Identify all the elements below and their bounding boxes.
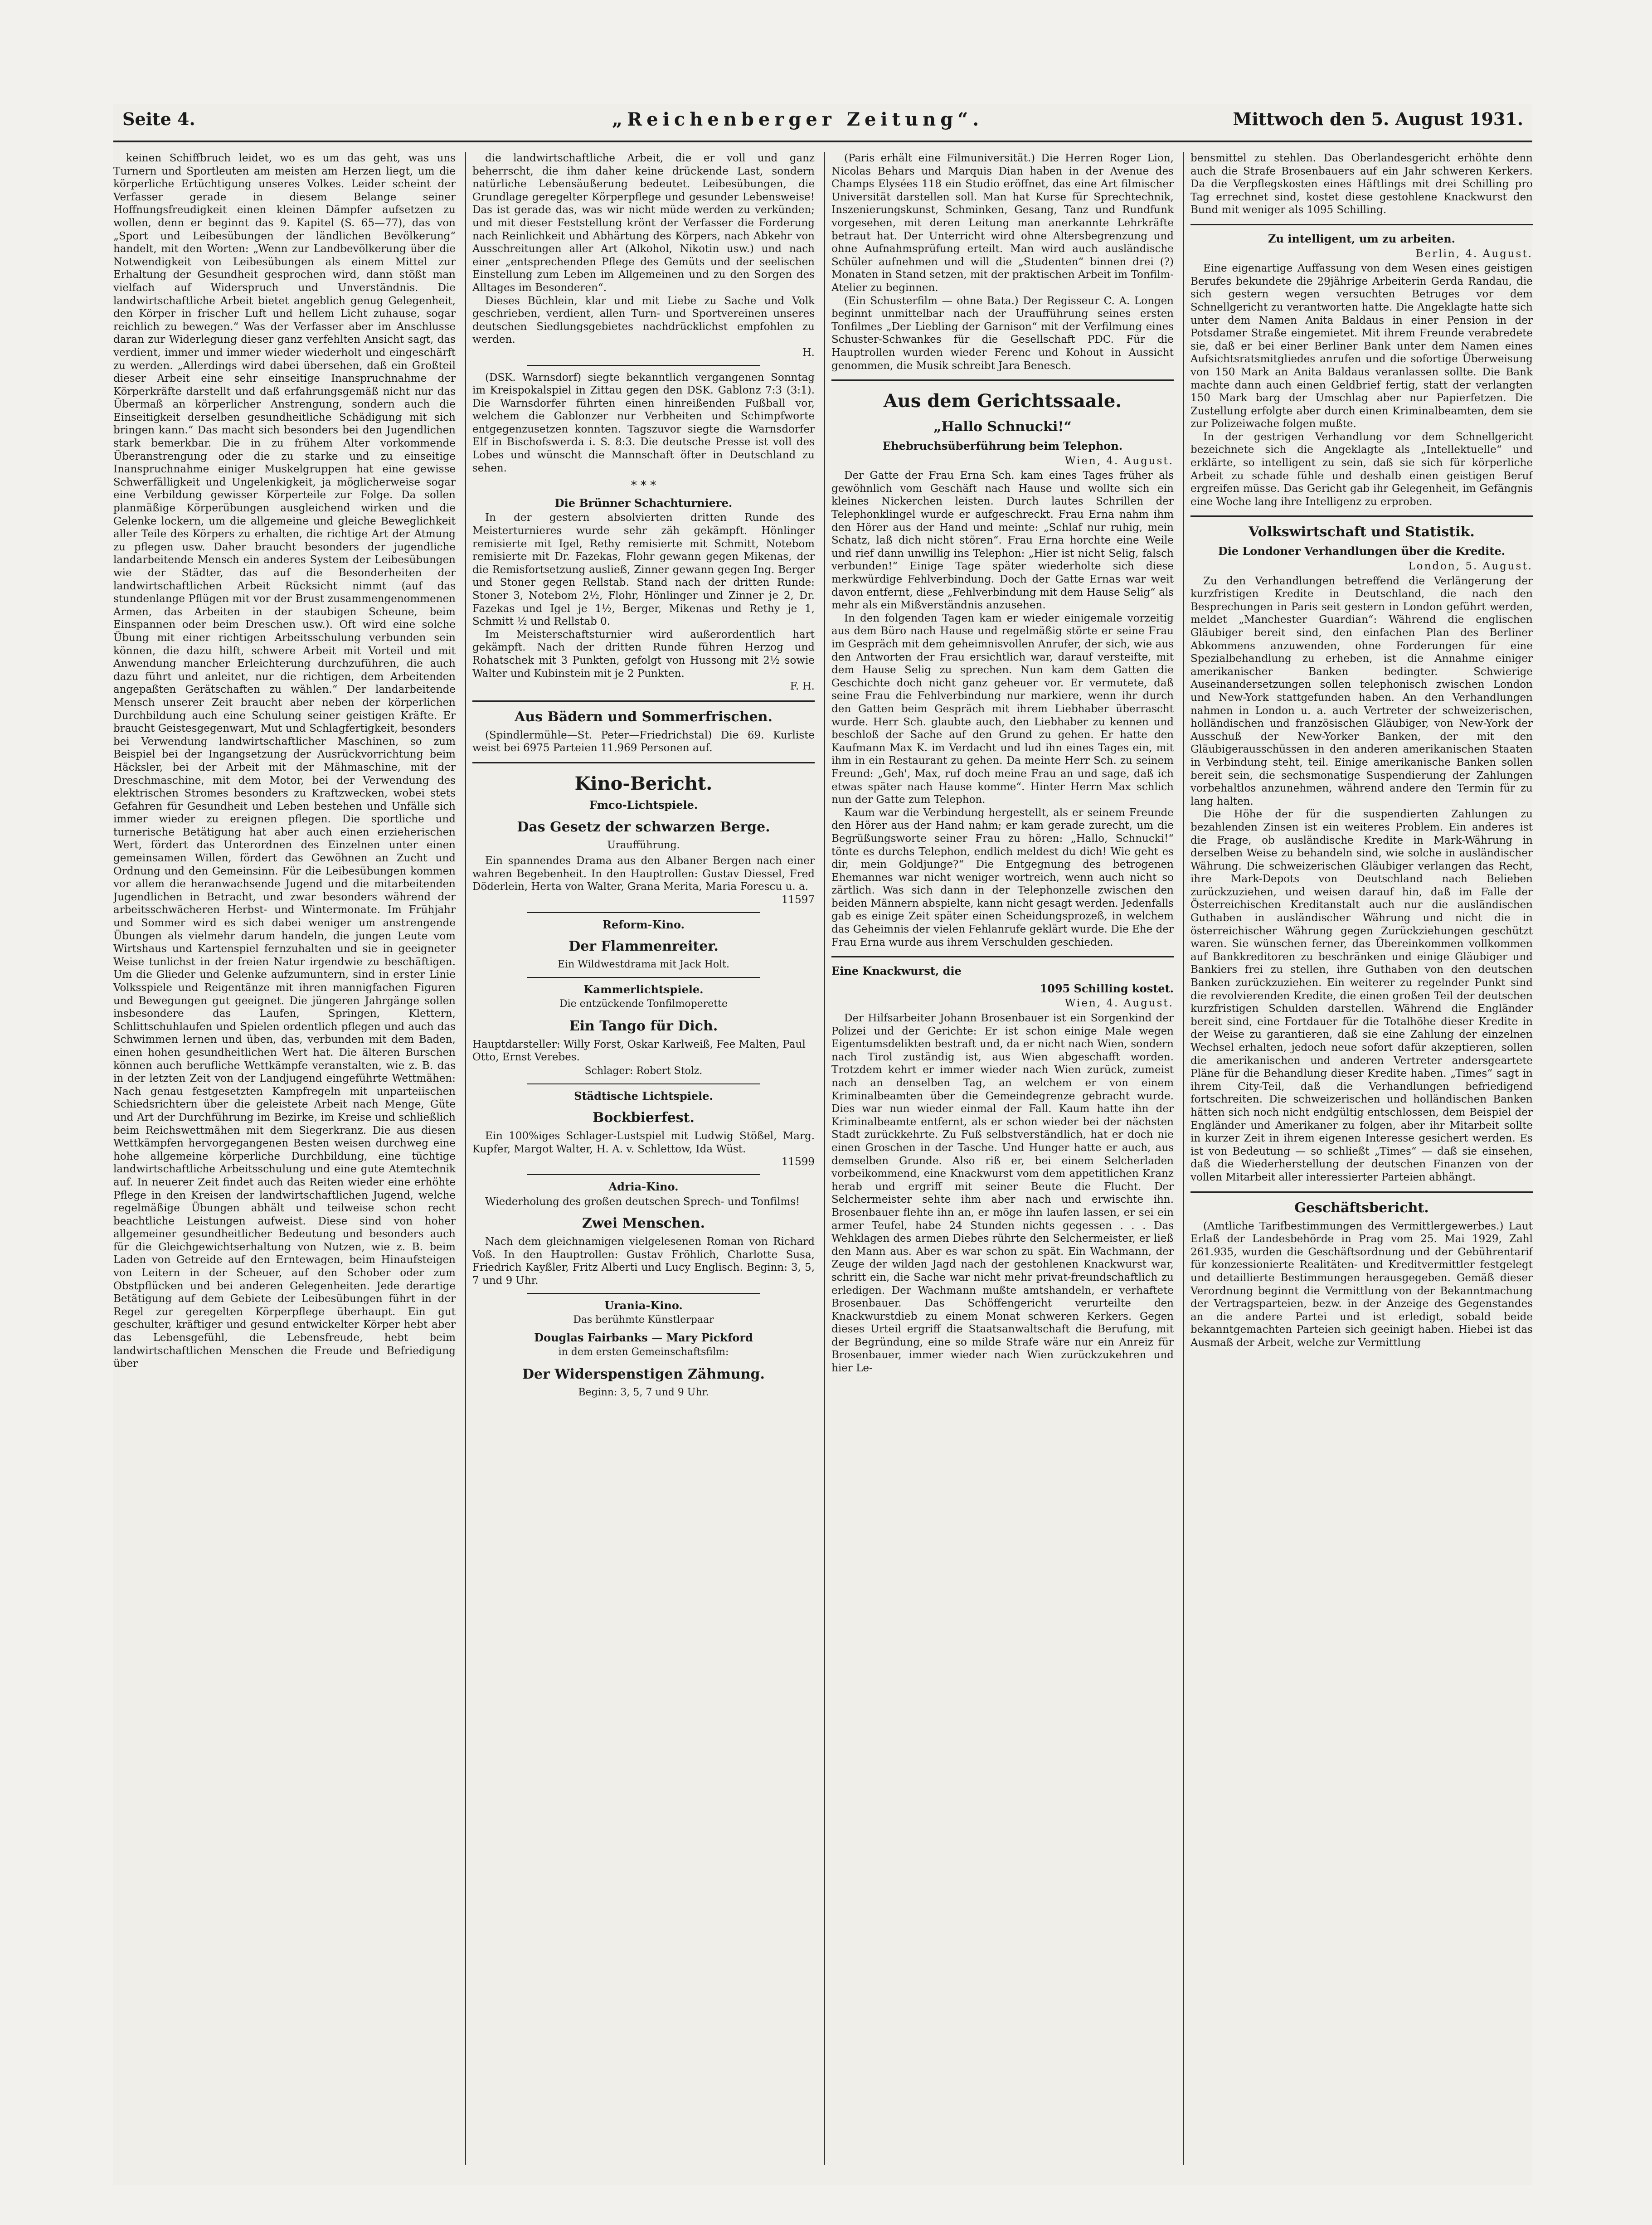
- film-title: Der Flammenreiter.: [568, 938, 719, 955]
- header-rule: [113, 141, 1532, 142]
- book-review-body: die landwirtschaftliche Arbeit, die er voll und ganz beherrscht, die ihm daher keine drückende Last, sondern natürliche Lebensäußerung bedeutet. Leibesübungen, die Grundlage geregelter Körperpflege und gesunder Lebensweise! Das ist gerade das, was wir nicht müde werden zu verkünden; und mit dieser Feststellung krönt der Verfasser die Forderung nach Reinlichkeit und Abhärtung des Körpers, nach Abkehr von Ausschreitungen aller Art (Alkohol, Nikotin usw.) und nach einer „entsprechenden Pflege des Gemüts und der seelischen Einstellung zum Leben im Allgemeinen und zu den Sorgen des Alltages im Besonderen“.: [472, 152, 815, 294]
- film-description: Wiederholung des großen deutschen Sprech- und Tonfilms!: [485, 1195, 800, 1208]
- chess-heading: Die Brünner Schachturniere.: [554, 496, 733, 510]
- article-subheadline: Ehebruchsüberführung beim Telephon.: [882, 439, 1123, 453]
- cinema-name: Reform-Kino.: [602, 918, 685, 931]
- column-divider: [465, 152, 466, 2165]
- cinema-name: Fmco-Lichtspiele.: [589, 798, 698, 811]
- chess-body: In der gestern absolvierten dritten Runde des Meisterturnieres wurde sehr zäh gekämpft. Hönlinger remisierte mit Igel, Rethy remisierte mit Schmitt, Notebom remisierte mit Dr. Fazekas, Flohr gewann gegen Mikenas, der die Remisfortsetzung ausließ, Zinner gewann gegen Ing. Berger und Stoner gegen Rellstab. Stand nach der dritten Runde: Stoner 3, Notebom 2½, Flohr, Hönlinger und Zinner je 2, Dr. Fazekas und Igel je 1½, Berger, Mikenas und Rethy je 1, Schmitt ½ und Rellstab 0.: [472, 512, 815, 628]
- film-description: Nach dem gleichnamigen vielgelesenen Roman von Richard Voß. In den Hauptrollen: Gustav Fröhlich, Charlotte Susa, Friedrich Kayßler, Fritz Alberti und Lucy Englisch. Beginn: 3, 5, 7 und 9 Uhr.: [472, 1236, 815, 1287]
- article-body: In der gestrigen Verhandlung vor dem Schnellgericht bezeichnete sich die Angeklagte als „Intellektuelle“ und erklärte, so intelligent zu sein, daß sie sich für körperliche Arbeit zu schade fühle und deshalb einen geistigen Beruf ergreifen müsse. Das Gericht gab ihr Gelegenheit, im Gefängnis eine Woche lang ihre Intelligenz zu erproben.: [1190, 431, 1533, 508]
- article-body: (Amtliche Tarifbestimmungen des Vermittlergewerbes.) Laut Erlaß der Landesbehörde in Prag vom 25. Mai 1929, Zahl 261.935, wurden die Geschäftsordnung und der Gebührentarif für konzessionierte Realitäten- und Kreditvermittler festgelegt und detaillierte Bestimmungen herausgegeben. Gemäß dieser Verordnung beginnt die Vermittlung von der Bekanntmachung der Vertragsparteien, bezw. in der Anzeige des Gegenstandes an die andere Partei und ist erledigt, sobald beide bekanntgemachten Parteien sich geeinigt haben. Hiebei ist das Ausmaß der Arbeit, welche zur Vermittlung: [1190, 1220, 1533, 1349]
- cinema-name: Urania-Kino.: [604, 1298, 683, 1312]
- film-news: (Ein Schusterfilm — ohne Bata.) Der Regisseur C. A. Longen beginnt unmittelbar nach der Uraufführung seines ersten Tonfilmes „Der Liebling der Garnison“ mit der Verfilmung eines Schuster-Schwankes für die Gesellschaft PDC. Für die Hauptrollen wurden wieder Ferenc und Kohout in Aussicht genommen, die Musik schreibt Jara Benesch.: [831, 295, 1174, 372]
- film-stars: Douglas Fairbanks — Mary Pickford: [534, 1331, 753, 1344]
- film-note: Schlager: Robert Stolz.: [584, 1065, 703, 1077]
- film-title: Bockbierfest.: [593, 1110, 695, 1126]
- divider: [1190, 224, 1533, 225]
- film-note: Das berühmte Künstlerpaar: [573, 1314, 714, 1326]
- article-body: Der Hilfsarbeiter Johann Brosenbauer ist ein Sorgenkind der Polizei und der Gerichte: Er ist schon einige Male wegen Eigentumsdelikten bestraft und, da er nicht nach Wien, sondern nach Tirol zuständig ist, aus Wien abgeschafft worden. Trotzdem kehrt er immer wieder nach Wien zurück, zumeist nach an denselben Tag, an welchem er von einem Kriminalbeamten über die Gemeindegrenze gebracht wurde. Dies war nun wieder einmal der Fall. Kaum hatte ihn der Kriminalbeamte entfernt, als er schon wieder bei der nächsten Stadt zurückkehrte. Zu Fuß selbstverständlich, hat er doch nie einen Groschen in der Tasche. Und Hunger hatte er auch, aus demselben Grunde. Also riß er, bei einem Selcherladen vorbeikommend, eine Knackwurst vom dem appetitlichen Kranz herab und ergriff mit seiner Beute die Flucht. Der Selchermeister sehte ihm aber nach und erwischte ihn. Brosenbauer flehte ihn an, er möge ihn laufen lassen, er sei ein armer Teufel, habe 24 Stunden nichts gegessen . . . Das Wehklagen des armen Diebes rührte den Selchermeister, er ließ den Mann aus. Aber es war schon zu spät. Ein Wachmann, der Zeuge der wilden Jagd nach der gestohlenen Knackwurst war, schritt ein, die Sache war nicht mehr privat-freundschaftlich zu erledigen. Der Wachmann mußte amtshandeln, er verhaftete Brosenbauer. Das Schöffengericht verurteilte den Knackwurstdieb zu einem Monat schweren Kerkers. Gegen dieses Urteil ergriff die Staatsanwaltschaft die Berufung, mit der Begründung, eine so milde Strafe wäre nur ein Anreiz für Brosenbauer, immer wieder nach Wien zurückzukehren und hier Le-: [831, 1012, 1174, 1375]
- section-heading: Aus dem Gerichtssaale.: [883, 390, 1122, 412]
- chess-body: Im Meisterschaftsturnier wird außerordentlich hart gekämpft. Nach der dritten Runde führen Herzog und Rohatschek mit 3 Punkten, gefolgt von Hussong mit 2½ sowie Walter und Kubinstein mit je 2 Punkten.: [472, 628, 815, 680]
- author-signature: H.: [802, 346, 815, 359]
- divider: [472, 762, 815, 763]
- divider: [527, 365, 760, 366]
- column-2: [472, 152, 815, 2165]
- section-heading: Volkswirtschaft und Statistik.: [1249, 524, 1475, 540]
- author-signature: F. H.: [790, 680, 815, 693]
- dateline: London, 5. August.: [1408, 560, 1533, 573]
- article-headline: Zu intelligent, um zu arbeiten.: [1268, 232, 1456, 245]
- ad-number: 11599: [781, 1156, 815, 1168]
- divider: [831, 379, 1174, 381]
- cinema-name: Städtische Lichtspiele.: [574, 1089, 713, 1103]
- article-body: keinen Schiffbruch leidet, wo es um das geht, was uns Turnern und Sportleuten am meisten am Herzen liegt, um die körperliche Ertüchtigung unseres Volkes. Leider scheint der Verfasser gerade in diesem Belange seiner Hoffnungsfreudigkeit einen kleinen Dämpfer aufsetzen zu wollen, denn er beginnt das 9. Kapitel (S. 65—77), das von „Sport und Leibesübungen der ländlichen Bevölkerung“ handelt, mit den Worten: „Wenn zur Landbevölkerung über die Notwendigkeit von Leibesübungen als einem Mittel zur Erhaltung der Gesundheit gesprochen wird, dann stößt man vielfach auf Widerspruch und Unverständnis. Die landwirtschaftliche Arbeit bietet angeblich genug Gelegenheit, den Körper in frischer Luft und hellem Licht zuhause, sogar reichlich zu bewegen.“ Was der Verfasser aber im Anschlusse daran zur Widerlegung dieser ganz verfehlten Ansicht sagt, das verdient, immer und immer wieder wiederholt und eingeschärft zu werden. „Allerdings wird dabei übersehen, daß ein Großteil dieser Arbeit eine sehr einseitige Inanspruchnahme der Körperkräfte darstellt und daß erfahrungsgemäß nicht nur das Übermaß an körperlicher Anstrengung, sondern auch die Einseitigkeit derselben gesundheitliche Schädigung mit sich bringen kann.“ Das macht sich besonders bei den Jugendlichen stark bemerkbar. Die in zu frühem Alter vorkommende Überanstrengung oder die zu starke und zu einseitige Inanspruchnahme einiger Muskelgruppen hat eine gewisse Schwerfälligkeit und Ungelenkigkeit, ja möglicherweise sogar eine Verbildung gewisser Körperteile zur Folge. Da sollen planmäßige Körperübungen ausgleichend wirken und die Gelenke lockern, um die allgemeine und gleiche Beweglichkeit aller Teile des Körpers zu erhalten, die richtige Art der Atmung zu pflegen usw. Daher braucht besonders der jugendliche landarbeitende Mensch ein anderes System der Leibesübungen wie der Städter, das auf die Besonderheiten der landwirtschaftlichen Arbeit Rücksicht nimmt (auf das stundenlange Pflügen mit vor der Brust zusammengenommenen Armen, das Arbeiten in der staubigen Scheune, beim Einspannen oder beim Dreschen usw.). Oft wird eine solche Übung mit einer richtigen Arbeitsschulung verbunden sein können, die dazu hilft, schwere Arbeit mit Vorteil und mit Anwendung mancher Erleichterung durchzuführen, die auch dazu führt und anleitet, nur die richtigen, dem Arbeitenden angepaßten Gerätschaften zu wählen.“ Der landarbeitende Mensch unserer Zeit braucht aber neben der körperlichen Durchbildung auch eine Schulung seiner geistigen Kräfte. Er braucht Geistesgegenwart, Mut und Schlagfertigkeit, besonders bei Verwendung landwirtschaftlicher Maschinen, so zum Beispiel bei der Ingangsetzung der Ausrückvorrichtung beim Häcksler, bei der Arbeit mit der Mähmaschine, mit der Dreschmaschine, mit dem Motor, bei der Verwendung des elektrischen Stromes besonders zu Kraftzwecken, wobei stets Gefahren für Gesundheit und Leben bestehen und Unfälle sich immer wieder zu ereignen pflegen. Die sportliche und turnerische Betätigung hat aber auch einen erzieherischen Wert, fördert das Unterordnen des Einzelnen unter einen gemeinsamen Willen, fördert das Gewöhnen an Zucht und Ordnung und den Gemeinsinn. Für die Leibesübungen kommen vor allem die heranwachsende Jugend und die mitarbeitenden Jugendlichen in Betracht, und zwar besonders während der arbeitsschwächeren Herbst- und Wintermonate. Im Frühjahr und Sommer wird es sich dabei weniger um anstrengende Übungen als vielmehr darum handeln, die jungen Leute vom Wirtshaus und Kartenspiel fernzuhalten und sie in geeigneter Weise tunlichst in der freien Natur irgendwie zu beschäftigen. Um die Glieder und Gelenke aufzumuntern, sind in erster Linie Volksspiele und Reigentänze mit ihren mannigfachen Figuren und Bewegungen gut geeignet. Die jüngeren Jahrgänge sollen insbesondere das Laufen, Springen, Klettern, Schlittschuhlaufen und Spielen ordentlich pflegen und auch das Schwimmen lernen und üben, das, verbunden mit dem Baden, einen hohen gesundheitlichen Wert hat. Die älteren Burschen können auch berufliche Wettkämpfe veranstalten, wie z. B. das in der letzten Zeit von der Landjugend eingeführte Wettmähen: Nach genau festgesetzten Kampfregeln mit unparteiischen Schiedsrichtern über die geleistete Arbeit nach Menge, Güte und Art der Durchführung im Bezirke, im Kreise und schließlich beim Reichswettmähen mit dem Siegerkranz. Die aus diesen Wettkämpfen hervorgegangenen Besten weisen durchweg eine hohe allgemeine körperliche Durchbildung, eine tüchtige landwirtschaftliche Arbeitsschulung und eine gute Atemtechnik auf. In neuerer Zeit findet auch das Reiten wieder eine erhöhte Pflege in den Kreisen der landwirtschaftlichen Jugend, welche regelmäßige Übungen abhält und teilweise schon recht beachtliche Leistungen aufweist. Diese sind von hoher allgemeiner gesundheitlicher Bedeutung und besonders auch für die Gleichgewichtserhaltung von Nutzen, wie z. B. beim Laden von Getreide auf den Erntewagen, beim Hinaufsteigen von Leitern in der Scheuer, auf den Schober oder zum Obstpflücken und bei anderen Gelegenheiten. Jede derartige Betätigung auf dem Gebiete der Leibesübungen führt in der Regel zur geregelten Körperpflege überhaupt. Ein gut geschulter, kräftiger und gesund entwickelter Körper hebt aber das Lebensgefühl, die Lebensfreude, hebt beim landwirtschaftlichen Menschen die Freude und Befriedigung über: [113, 152, 456, 1370]
- film-title: Der Widerspenstigen Zähmung.: [522, 1366, 765, 1382]
- article-headline: „Hallo Schnucki!“: [933, 419, 1072, 435]
- article-body: Eine eigenartige Auffassung von dem Wesen eines geistigen Berufes bekundete die 29jährige Arbeiterin Gerda Randau, die sich gestern wegen versuchten Betruges vor dem Schnellgericht zu verantworten hatte. Die Angeklagte hatte sich unter dem Namen Anita Baldaus in einer Pension in der Potsdamer Straße eingemietet. Mit ihrem Freunde verabredete sie, daß er bei einer Berliner Bank unter dem Namen eines Aufsichtsratsmitgliedes anrufen und die sofortige Überweisung von 150 Mark an Anita Baldaus veranlassen sollte. Die Bank machte dann auch einen Geldbrief fertig, statt der verlangten 150 Mark barg der Umschlag aber nur Papierfetzen. Die Zustellung erfolgte aber durch einen Kriminalbeamten, dem sie zur Polizeiwache folgen mußte.: [1190, 262, 1533, 430]
- section-heading: Kino-Bericht.: [574, 772, 713, 794]
- divider: [1190, 1191, 1533, 1193]
- show-times: Beginn: 3, 5, 7 und 9 Uhr.: [578, 1386, 709, 1398]
- article-headline: Eine Knackwurst, die: [831, 964, 962, 978]
- divider: [527, 1083, 760, 1084]
- film-description: Ein 100%iges Schlager-Lustspiel mit Ludwig Stößel, Marg. Kupfer, Margot Walter, H. A. v. Schlettow, Ida Wüst.: [472, 1130, 815, 1155]
- dateline: Wien, 4. August.: [1064, 997, 1174, 1010]
- section-separator: * * *: [631, 479, 656, 493]
- article-headline: 1095 Schilling kostet.: [1040, 981, 1174, 995]
- book-review-body: Dieses Büchlein, klar und mit Liebe zu Sache und Volk geschrieben, verdient, allen Turn- und Sportvereinen unseres deutschen Siedlungsgebietes nachdrücklichst empfohlen zu werden.: [472, 295, 815, 346]
- film-news: (Paris erhält eine Filmuniversität.) Die Herren Roger Lion, Nicolas Behars und Marquis Dian haben in der Avenue des Champs Elysées 118 ein Studio eröffnet, das eine Art filmischer Universität darstellen soll. Man hat Kurse für Sprechtechnik, Inszenierungskunst, Schminken, Gesang, Tanz und Rundfunk vorgesehen, mit deren Leitung man anerkannte Lehrkräfte betraut hat. Der Unterricht wird ohne Altersbegrenzung und ohne Aufnahmsprüfung erteilt. Man wird auch ausländische Schüler aufnehmen und will die „Studenten“ binnen drei (?) Monaten in Stand setzen, mit der praktischen Arbeit im Tonfilm-Atelier zu beginnen.: [831, 152, 1174, 294]
- film-description: Hauptdarsteller: Willy Forst, Oskar Karlweiß, Fee Malten, Paul Otto, Ernst Verebes.: [472, 1038, 806, 1064]
- film-description: Ein spannendes Drama aus den Albaner Bergen nach einer wahren Begebenheit. In den Hauptrollen: Gustav Diessel, Fred Döderlein, Herta von Walter, Grana Merita, Maria Forescu u. a.: [472, 855, 815, 893]
- page-header: [113, 109, 1532, 136]
- film-note: Die entzückende Tonfilmoperette: [559, 998, 728, 1010]
- dateline: Berlin, 4. August.: [1415, 248, 1533, 260]
- film-title: Zwei Menschen.: [582, 1215, 705, 1232]
- dateline: Wien, 4. August.: [1064, 455, 1174, 467]
- column-divider: [824, 152, 825, 2165]
- article-body: Die Höhe der für die suspendierten Zahlungen zu bezahlenden Zinsen ist ein weiteres Problem. Ein anderes ist die Frage, ob ausländische Kredite in Mark-Währung in derselben Weise zu behandeln sind, wie solche in ausländischer Währung. Die schweizerischen Gläubiger verlangen das Recht, ihre Mark-Depots von Deutschland nach Belieben zurückzuziehen, und weisen darauf hin, daß im Falle der Österreichischen Kreditanstalt auch nur die ausländischen Guthaben in ausländischer Währung und nicht die in österreichischer Währung gegen Zurückziehungen geschützt waren. Sie wünschen ferner, das Übereinkommen vollkommen auf Bankkreditoren zu beschränken und einige Gläubiger und Bankiers frei zu stellen, ihre Guthaben von den deutschen Banken zurückzuziehen. Ein weiterer zu regelnder Punkt sind die revolvierenden Kredite, die einen großen Teil der deutschen kurzfristigen Schulden darstellen. Während die Engländer bereit sind, eine Fortdauer für die Totalhöhe dieser Kredite in der Weise zu garantieren, daß sie eine Zahlung der einzelnen Wechsel erhalten, jedoch neue sofort dafür akzeptieren, sollen die amerikanischen und anderen Vertreter andersgeartete Pläne für die Behandlung dieser Kredite haben. „Times“ sagt in ihrem City-Teil, daß die Verhandlungen befriedigend fortschreiten. Die schweizerischen und holländischen Banken hätten sich noch nicht endgültig entschlossen, dem Beispiel der Engländer und Amerikaner zu folgen, aber ihr Mitarbeit sollte in kurzer Zeit in ihrem eigenen Interesse gesichert werden. Es ist von Bedeutung — so schließt „Times“ — daß sie einsehen, daß die Wiederherstellung der deutschen Finanzen von der vollen Mitarbeit aller interessierter Parteien abhängt.: [1190, 808, 1533, 1183]
- newspaper-page: [113, 104, 1532, 2185]
- article-body: Der Gatte der Frau Erna Sch. kam eines Tages früher als gewöhnlich vom Geschäft nach Hause und wollte sich ein kleines Nickerchen leisten. Durch lautes Schrillen der Telephonklingel wurde er aufgeschreckt. Frau Erna nahm ihm den Hörer aus der Hand und meinte: „Schlaf nur ruhig, mein Schatz, laß dich nicht stören“. Frau Erna horchte eine Weile und rief dann unwillig ins Telephon: „Hier ist nicht Selig, falsch verbunden!“ Einige Tage später wiederholte sich diese merkwürdige Fehlverbindung. Doch der Gatte Ernas war weit davon entfernt, diese „Fehlverbindung mit dem Hause Selig“ als mehr als ein Mißverständnis anzusehen.: [831, 470, 1174, 612]
- sport-news: (DSK. Warnsdorf) siegte bekanntlich vergangenen Sonntag im Kreispokalspiel in Zittau gegen den DSK. Gablonz 7:3 (3:1). Die Warnsdorfer führten einen hinreißenden Fußball vor, welchem die Gablonzer nur Verbheiten und Schimpfworte entgegenzusetzen konnten. Tagszuvor siegte die Warnsdorfer Elf in Bischofswerda i. S. 8:3. Die deutsche Presse ist voll des Lobes und wünscht die Mannschaft öfter in Deutschland zu sehen.: [472, 371, 815, 474]
- divider: [1190, 515, 1533, 517]
- divider: [527, 1293, 760, 1294]
- column-3: [831, 152, 1174, 2165]
- cinema-name: Adria-Kino.: [608, 1180, 679, 1194]
- section-heading: Geschäftsbericht.: [1294, 1200, 1429, 1216]
- article-body: bensmittel zu stehlen. Das Oberlandesgericht erhöhte denn auch die Strafe Brosenbauers auf ein Jahr schweren Kerkers. Da die Verpflegskosten eines Häftlings mit drei Schilling pro Tag errechnet sind, kostet diese gestohlene Knackwurst den Bund mit weniger als 1095 Schilling.: [1190, 152, 1533, 216]
- divider: [527, 977, 760, 978]
- issue-date: Mittwoch den 5. August 1931.: [1233, 109, 1523, 129]
- divider: [527, 912, 760, 913]
- divider: [527, 1174, 760, 1175]
- section-heading: Aus Bädern und Sommerfrischen.: [515, 709, 773, 725]
- article-body: Kaum war die Verbindung hergestellt, als er seinem Freunde den Hörer aus der Hand nahm; er kam gerade zurecht, um die Begrüßungsworte seiner Frau zu hören: „Hallo, Schnucki!“ tönte es durchs Telephon, endlich meldest du dich! Wie geht es dir, mein Goldjunge?“ Die Entgegnung des betrogenen Ehemannes war nicht weniger wortreich, wenn auch nicht so zärtlich. Was sich dann in der Telephonzelle zwischen den beiden Männern abspielte, kann nicht gesagt werden. Jedenfalls gab es einige Zeit später einen Scheidungsprozeß, in welchem das Geheimnis der vielen Fehlanrufe geklärt wurde. Die Ehe der Frau Erna wurde aus ihrem Verschulden geschieden.: [831, 806, 1174, 948]
- column-4: [1190, 152, 1533, 2165]
- divider: [831, 956, 1174, 957]
- cinema-name: Kammerlichtspiele.: [583, 982, 704, 996]
- baths-news: (Spindlermühle—St. Peter—Friedrichstal) Die 69. Kurliste weist bei 6975 Parteien 11.969 Personen auf.: [472, 729, 815, 754]
- column-1: [113, 152, 456, 2165]
- newspaper-title: „Reichenberger Zeitung“.: [612, 109, 984, 130]
- divider: [472, 700, 815, 702]
- ad-number: 11597: [781, 894, 815, 906]
- article-body: Zu den Verhandlungen betreffend die Verlängerung der kurzfristigen Kredite in Deutschland, die nach den Besprechungen in Paris seit gestern in London geführt werden, meldet „Manchester Guardian“: Während die englischen Gläubiger bereit sind, den einfachen Plan des Berliner Abkommens anzuwenden, ohne Forderungen für eine Spezialbehandlung zu erheben, ist die Annahme einiger amerikanischer Banken bedingter. Schwierige Auseinandersetzungen sollen telephonisch zwischen London und New-York stattgefunden haben. An den Verhandlungen nahmen in London u. a. auch Vertreter der schweizerischen, holländischen und französischen Gläubiger, von New-York der Ausschuß der New-Yorker Banken, der mit den Gläubigerausschüssen in den anderen amerikanischen Staaten in Verbindung steht, teil. Einige amerikanische Banken sollen bereit sein, die sechsmonatige Suspendierung der Zahlungen vorbehaltlos anzunehmen, während andere den Termin für zu lang halten.: [1190, 575, 1533, 807]
- column-divider: [1183, 152, 1184, 2165]
- film-description: Ein Wildwestdrama mit Jack Holt.: [558, 959, 729, 971]
- film-note: Uraufführung.: [607, 839, 680, 851]
- article-headline: Die Londoner Verhandlungen über die Kredite.: [1218, 544, 1506, 558]
- film-note: in dem ersten Gemeinschaftsfilm:: [558, 1346, 729, 1358]
- film-title: Das Gesetz der schwarzen Berge.: [517, 819, 770, 835]
- article-body: In den folgenden Tagen kam er wieder einigemale vorzeitig aus dem Büro nach Hause und regelmäßig störte er seine Frau im Gespräch mit dem geheimnisvollen Anrufer, der sich, wie aus den Antworten der Frau ersichtlich war, darauf versteifte, mit dem Hause Selig zu sprechen. Nun kam dem Gatten die Geschichte doch nicht ganz geheuer vor. Er vermutete, daß seine Frau die Fehlverbindung nur markiere, wenn ihr durch den Gatten beim Gespräch mit ihrem Liebhaber überrascht wurde. Herr Sch. glaubte auch, den Liebhaber zu kennen und beschloß der Sache auf den Grund zu gehen. Er hatte den Kaufmann Max K. im Verdacht und lud ihn eines Tages ein, mit ihm in ein Restaurant zu gehen. Da meinte Herr Sch. zu seinem Freund: „Geh', Max, ruf doch meine Frau an und sage, daß ich etwas später nach Hause komme“. Hinter Herrn Max schlich nun der Gatte zum Telephon.: [831, 612, 1174, 806]
- film-title: Ein Tango für Dich.: [569, 1018, 718, 1034]
- page-number: Seite 4.: [122, 109, 195, 129]
